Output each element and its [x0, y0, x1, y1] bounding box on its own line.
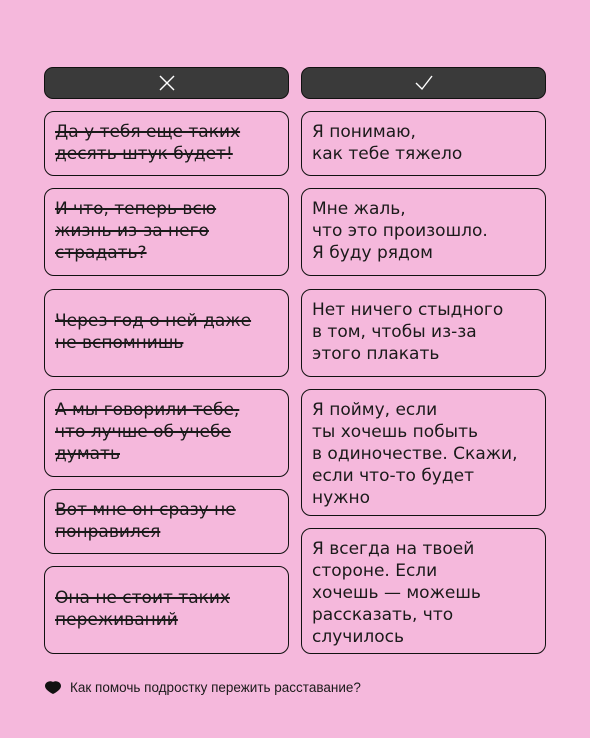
bad-phrase-card [44, 188, 289, 276]
bad-phrase-text: Вот мне он сразу не понравился [55, 500, 236, 542]
good-phrase-text: Я пойму, если ты хочешь побыть в одиночестве. Скажи, если что-то будет нужно [312, 400, 518, 508]
do-say-header [301, 67, 546, 99]
check-icon [413, 73, 435, 93]
good-phrase-card [301, 528, 546, 654]
bad-phrase-card [44, 566, 289, 654]
good-phrase-text: Нет ничего стыдного в том, чтобы из-за этого плакать [312, 300, 504, 364]
bad-phrase-text: И что, теперь всю жизнь из-за него страдать? [55, 199, 217, 263]
good-phrase-card [301, 111, 546, 176]
good-phrase-card [301, 188, 546, 276]
good-phrase-card [301, 289, 546, 377]
bad-phrase-text: Да у тебя еще таких десять штук будет! [55, 122, 241, 164]
dont-say-header [44, 67, 289, 99]
bad-phrase-text: Через год о ней даже не вспомнишь [55, 311, 252, 353]
footer-link[interactable] [44, 680, 361, 695]
bad-phrase-card [44, 289, 289, 377]
good-phrase-text: Я понимаю, как тебе тяжело [312, 122, 463, 164]
good-phrase-card [301, 389, 546, 516]
bad-phrase-card [44, 389, 289, 477]
cross-icon [157, 73, 177, 93]
footer-text: Как помочь подростку пережить расставание? [70, 680, 361, 695]
heart-icon [44, 681, 62, 695]
bad-phrase-text: Она не стоит таких переживаний [55, 588, 230, 630]
good-phrase-text: Я всегда на твоей стороне. Если хочешь — можешь рассказать, что случилось [312, 539, 481, 647]
bad-phrase-card [44, 111, 289, 176]
bad-phrase-card [44, 489, 289, 554]
good-phrase-text: Мне жаль, что это произошло. Я буду рядом [312, 199, 488, 263]
bad-phrase-text: А мы говорили тебе, что лучше об учебе думать [55, 400, 240, 464]
